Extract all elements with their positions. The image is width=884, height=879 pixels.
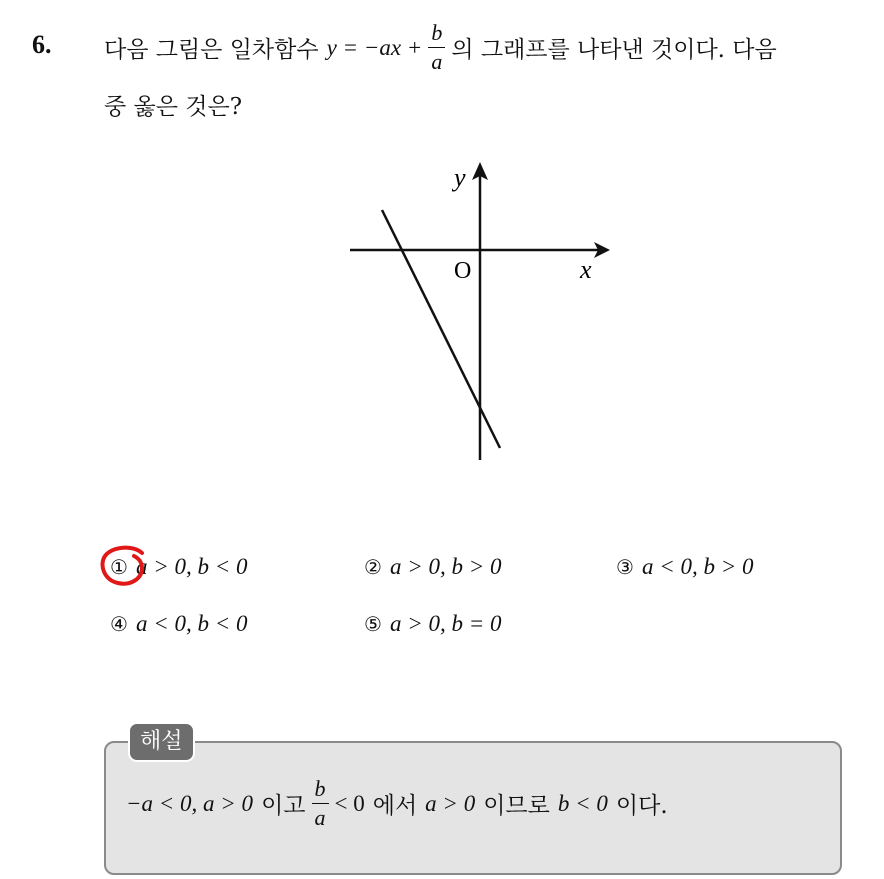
solution-part2: 이고 <box>261 793 306 819</box>
solution-part4: 에서 <box>372 793 418 819</box>
solution-fraction-numerator: b <box>314 776 326 801</box>
fraction-denominator: a <box>431 49 443 74</box>
origin-label: O <box>454 258 472 284</box>
question-text-line2: 중 옳은 것은? <box>104 94 243 120</box>
solution-part5: a > 0 <box>425 790 476 816</box>
choice-5-text: a > 0, b = 0 <box>389 611 502 636</box>
choice-2-marker: ② <box>364 555 382 579</box>
choice-1-marker: ① <box>110 555 128 579</box>
choice-3-text: a < 0, b > 0 <box>641 554 754 579</box>
choice-2[interactable] <box>364 554 501 580</box>
solution-fraction-denominator: a <box>314 805 326 830</box>
solution-fraction <box>312 778 329 829</box>
line-graph-figure <box>340 150 630 470</box>
solution-part3: < 0 <box>334 790 365 816</box>
equation-fraction <box>428 22 445 73</box>
fraction-bar <box>428 47 445 48</box>
y-axis-label: y <box>454 163 466 192</box>
selected-circle-mark-icon <box>98 544 150 588</box>
question-suffix: 의 그래프를 나타낸 것이다. 다음 <box>451 37 777 63</box>
choice-3-marker: ③ <box>616 555 634 579</box>
choice-4[interactable] <box>110 611 247 637</box>
choice-2-text: a > 0, b > 0 <box>389 554 502 579</box>
choice-5-marker: ⑤ <box>364 612 382 636</box>
solution-part7: b < 0 <box>557 790 608 816</box>
solution-text <box>126 778 668 829</box>
choice-3[interactable] <box>616 554 753 580</box>
solution-fraction-bar <box>312 803 329 804</box>
choice-5[interactable] <box>364 611 501 637</box>
equation-lhs: y = −ax + <box>326 34 423 60</box>
solution-part1: −a < 0, a > 0 <box>126 790 254 816</box>
choice-4-text: a < 0, b < 0 <box>135 611 248 636</box>
question-text-line1 <box>104 22 777 73</box>
question-number: 6. <box>32 30 52 59</box>
function-line <box>382 210 500 448</box>
question-prefix: 다음 그림은 일차함수 <box>104 37 319 63</box>
choice-1-text: a > 0, b < 0 <box>135 554 248 579</box>
choice-4-marker: ④ <box>110 612 128 636</box>
solution-part6: 이므로 <box>483 793 550 819</box>
solution-part8: 이다. <box>615 793 668 819</box>
fraction-numerator: b <box>431 20 443 45</box>
x-axis-label: x <box>580 255 592 284</box>
solution-tag: 해설 <box>128 722 195 762</box>
